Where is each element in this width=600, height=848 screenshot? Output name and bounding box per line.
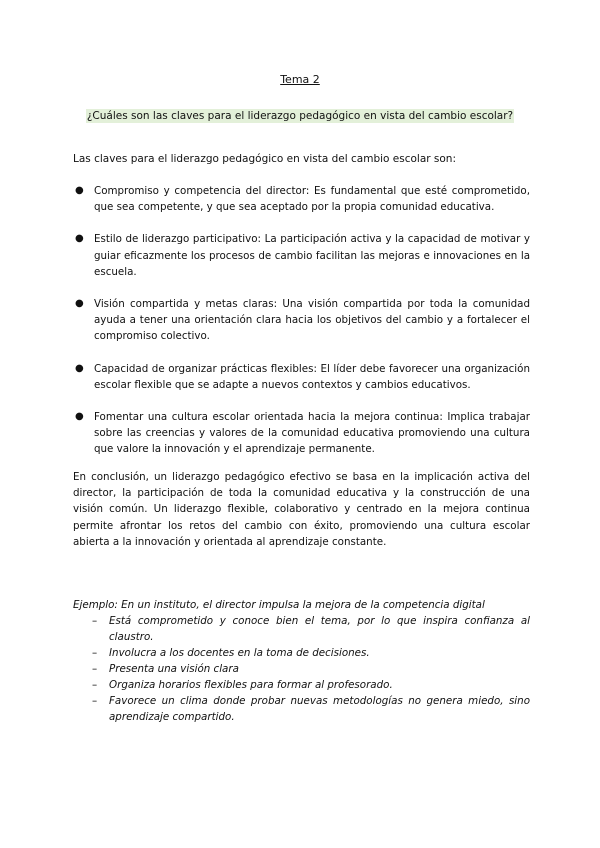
bullet-icon: ● bbox=[75, 233, 84, 245]
list-item: ● Compromiso y competencia del director: Es fundamental que esté comprometido, que sea competente, y que sea aceptado por la propia comunidad educativa. bbox=[75, 185, 530, 214]
list-item: – Favorece un clima donde probar nuevas metodologías no genera miedo, sino aprendizaje compartido. bbox=[92, 695, 530, 723]
page-title: Tema 2 bbox=[280, 73, 320, 86]
bullet-icon: ● bbox=[75, 411, 84, 423]
dash-icon: – bbox=[92, 663, 98, 675]
list-item: – Involucra a los docentes en la toma de decisiones. bbox=[92, 647, 370, 659]
bullet-icon: ● bbox=[75, 362, 84, 374]
example-list bbox=[73, 613, 530, 725]
dash-icon: – bbox=[92, 647, 98, 659]
conclusion-paragraph: En conclusión, un liderazgo pedagógico efectivo se basa en la implicación activa del director, la participación de toda la comunidad educativa y la construcción de una visión común. Un liderazgo flexible, colaborativo y centrado en la mejora continua permite afrontar los retos del cambio con éxito, promoviendo una cultura escolar abierta a la innovación y orientada al aprendizaje constante. bbox=[73, 471, 530, 548]
example-heading: Ejemplo: En un instituto, el director impulsa la mejora de la competencia digital bbox=[73, 599, 485, 611]
highlighted-question bbox=[0, 104, 600, 123]
dash-icon: – bbox=[92, 679, 98, 691]
dash-icon: – bbox=[92, 695, 98, 707]
list-item: ● Visión compartida y metas claras: Una visión compartida por toda la comunidad ayuda a tener una orientación clara hacia los objetivos del cambio y a fortalecer el compromiso colectivo. bbox=[75, 298, 530, 343]
list-item: – Organiza horarios flexibles para formar al profesorado. bbox=[92, 679, 393, 691]
dash-icon: – bbox=[92, 615, 98, 627]
list-item: – Presenta una visión clara bbox=[92, 663, 239, 675]
key-points-list bbox=[73, 183, 530, 474]
question-text: ¿Cuáles son las claves para el liderazgo pedagógico en vista del cambio escolar? bbox=[86, 110, 514, 122]
list-item: ● Estilo de liderazgo participativo: La participación activa y la capacidad de motivar y guiar eficazmente los procesos de cambio facilitan las mejoras e innovaciones en la escuela. bbox=[75, 233, 530, 278]
intro-paragraph: Las claves para el liderazgo pedagógico en vista del cambio escolar son: bbox=[73, 153, 457, 165]
list-item: – Está comprometido y conoce bien el tema, por lo que inspira confianza al claustro. bbox=[92, 615, 530, 643]
list-item: ● Fomentar una cultura escolar orientada hacia la mejora continua: Implica trabajar sobre las creencias y valores de la comunidad educativa promoviendo una cultura que valore la innovación y el aprendizaje permanente. bbox=[75, 411, 530, 456]
bullet-icon: ● bbox=[75, 298, 84, 310]
list-item: ● Capacidad de organizar prácticas flexibles: El líder debe favorecer una organización escolar flexible que se adapte a nuevos contextos y cambios educativos. bbox=[75, 362, 530, 391]
bullet-icon: ● bbox=[75, 185, 84, 196]
